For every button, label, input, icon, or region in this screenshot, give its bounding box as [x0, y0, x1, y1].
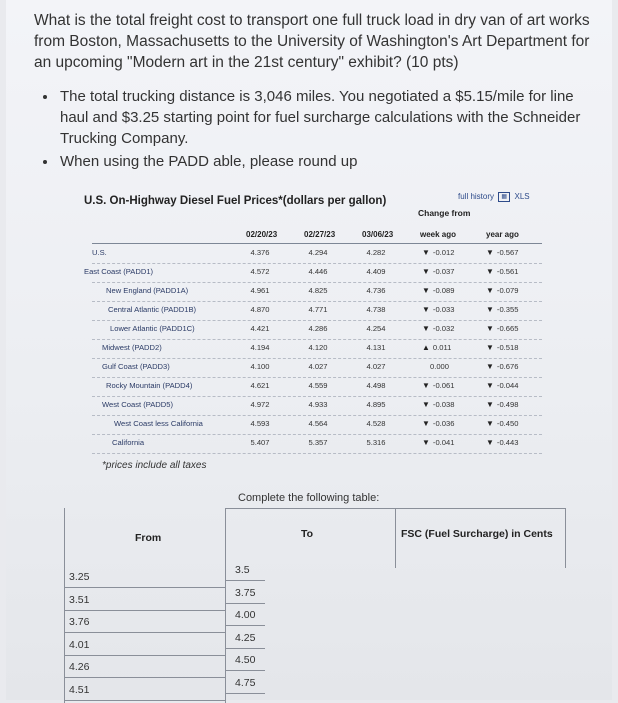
year-change — [486, 400, 518, 409]
region-label: East Coast (PADD1) — [84, 267, 154, 276]
price-0306: 5.316 — [366, 438, 386, 447]
year-change — [486, 286, 518, 295]
price-0306: 4.131 — [366, 343, 386, 352]
arrow-down-icon: ▼ — [486, 305, 494, 314]
row-rule — [92, 396, 542, 397]
year-change-value: -0.044 — [496, 381, 519, 390]
fsc-to-rule — [225, 648, 265, 649]
price-0227: 4.294 — [308, 248, 328, 257]
fsc-from-rule — [65, 587, 225, 588]
row-rule — [92, 358, 542, 359]
fsc-header-fsc: FSC (Fuel Surcharge) in Cents — [401, 528, 553, 540]
fsc-from-cell: 4.01 — [69, 638, 90, 651]
price-0227: 4.933 — [308, 400, 328, 409]
region-label: West Coast less California — [114, 419, 203, 428]
row-rule — [92, 377, 542, 378]
week-change — [422, 438, 454, 447]
year-change-value: -0.355 — [496, 305, 519, 314]
price-0220: 4.621 — [250, 381, 270, 390]
price-0220: 4.421 — [250, 324, 270, 333]
price-0306: 4.738 — [366, 305, 386, 314]
week-change-value: 0.000 — [430, 362, 450, 371]
col-date-2: 02/27/23 — [304, 230, 336, 239]
arrow-down-icon: ▼ — [486, 343, 494, 352]
week-change-value: -0.089 — [432, 286, 455, 295]
full-history-link[interactable] — [458, 192, 530, 202]
arrow-down-icon: ▼ — [486, 381, 494, 390]
diesel-price-table — [46, 190, 566, 480]
col-year-ago: year ago — [486, 230, 519, 239]
bullet-list — [40, 86, 590, 174]
row-rule — [92, 415, 542, 416]
region-label: Lower Atlantic (PADD1C) — [110, 324, 195, 333]
price-0306: 4.895 — [366, 400, 386, 409]
col-week-ago: week ago — [420, 230, 457, 239]
col-date-1: 02/20/23 — [246, 230, 278, 239]
price-0227: 4.771 — [308, 305, 328, 314]
price-0220: 4.593 — [250, 419, 270, 428]
week-change — [422, 286, 454, 295]
full-history-label: full history — [458, 192, 495, 202]
price-0227: 5.357 — [308, 438, 328, 447]
price-0306: 4.736 — [366, 286, 386, 295]
col-date-3: 03/06/23 — [362, 230, 394, 239]
header-rule — [92, 243, 542, 244]
region-label: California — [112, 438, 145, 447]
year-change — [486, 305, 518, 314]
row-rule — [92, 453, 542, 454]
arrow-down-icon: ▼ — [422, 381, 430, 390]
week-change-value: -0.061 — [432, 381, 455, 390]
price-0220: 4.572 — [250, 267, 270, 276]
week-change-value: -0.037 — [432, 267, 455, 276]
arrow-down-icon: ▼ — [486, 248, 494, 257]
price-0306: 4.027 — [366, 362, 386, 371]
arrow-down-icon: ▼ — [486, 362, 494, 371]
fsc-header-to: To — [301, 528, 314, 540]
year-change-value: -0.561 — [496, 267, 519, 276]
year-change — [486, 343, 518, 352]
year-change-value: -0.665 — [496, 324, 519, 333]
week-change — [422, 343, 451, 352]
region-label: U.S. — [92, 248, 107, 257]
year-change — [486, 419, 518, 428]
fsc-to-cell: 3.5 — [235, 564, 250, 576]
price-0306: 4.254 — [366, 324, 386, 333]
fsc-to-cell: 4.25 — [235, 631, 256, 644]
price-0220: 4.972 — [250, 400, 270, 409]
price-0306: 4.528 — [366, 419, 386, 428]
week-change-value: 0.011 — [432, 343, 452, 352]
fsc-col-divider-2 — [395, 508, 396, 568]
week-change — [422, 381, 454, 390]
fsc-from-rule — [65, 677, 225, 678]
fsc-from-cell: 3.25 — [69, 571, 90, 583]
week-change — [422, 419, 454, 428]
fsc-from-cell: 3.51 — [69, 593, 90, 606]
row-rule — [92, 263, 542, 264]
region-label: West Coast (PADD5) — [102, 400, 174, 409]
price-0220: 4.870 — [250, 305, 270, 314]
spreadsheet-icon: ▦ — [498, 192, 510, 202]
row-rule — [92, 301, 542, 302]
change-from-header: Change from — [418, 208, 471, 218]
row-rule — [92, 434, 542, 435]
price-0220: 4.100 — [250, 362, 270, 371]
week-change — [422, 267, 454, 276]
year-change — [486, 248, 518, 257]
region-label: Central Atlantic (PADD1B) — [108, 305, 197, 314]
bullet-padd-note: • When using the PADD able, please round up — [58, 151, 590, 172]
year-change — [486, 362, 518, 371]
fsc-from-rule — [65, 610, 225, 611]
year-change-value: -0.079 — [496, 286, 519, 295]
row-rule — [92, 282, 542, 283]
arrow-down-icon: ▼ — [422, 438, 430, 447]
fsc-from-cell: 3.76 — [69, 616, 90, 628]
fsc-from-rule — [65, 632, 225, 633]
arrow-down-icon: ▼ — [486, 267, 494, 276]
fsc-col-divider-1 — [225, 508, 226, 703]
week-change — [422, 248, 454, 257]
week-change-value: -0.032 — [432, 324, 455, 333]
price-0220: 4.961 — [250, 286, 270, 295]
year-change — [486, 381, 518, 390]
year-change-value: -0.518 — [496, 343, 519, 352]
arrow-down-icon: ▼ — [422, 305, 430, 314]
fsc-to-cell: 4.75 — [235, 676, 256, 689]
fsc-right-edge — [565, 508, 566, 568]
week-change — [422, 305, 454, 314]
price-0227: 4.120 — [308, 343, 328, 352]
arrow-down-icon: ▼ — [486, 419, 494, 428]
week-change-value: -0.033 — [432, 305, 455, 314]
price-0227: 4.446 — [308, 267, 328, 276]
region-label: New England (PADD1A) — [106, 286, 189, 295]
week-change-value: -0.041 — [432, 438, 455, 447]
fsc-to-rule — [225, 603, 265, 604]
arrow-down-icon: ▼ — [422, 400, 430, 409]
fsc-to-cell: 4.00 — [235, 609, 256, 621]
arrow-up-icon: ▲ — [422, 343, 430, 352]
price-0227: 4.825 — [308, 286, 328, 295]
worksheet-page — [6, 0, 612, 700]
arrow-down-icon: ▼ — [422, 248, 430, 257]
price-0227: 4.286 — [308, 324, 328, 333]
region-label: Rocky Mountain (PADD4) — [106, 381, 193, 390]
bullet-distance-rate: • The total trucking distance is 3,046 miles. You negotiated a $5.15/mile for line haul and $3.25 starting point for fuel surcharge calculations with the Schneider Trucking Company. — [58, 86, 590, 149]
price-0306: 4.498 — [366, 381, 386, 390]
fsc-from-cell: 4.51 — [69, 683, 90, 696]
week-change — [430, 362, 449, 371]
fsc-table — [64, 508, 565, 703]
arrow-down-icon: ▼ — [422, 324, 430, 333]
complete-table-instruction: Complete the following table: — [238, 492, 380, 504]
price-0220: 4.194 — [250, 343, 270, 352]
price-0227: 4.027 — [308, 362, 328, 371]
arrow-down-icon: ▼ — [422, 286, 430, 295]
week-change — [422, 400, 454, 409]
xls-label: XLS — [514, 192, 530, 202]
arrow-down-icon: ▼ — [486, 400, 494, 409]
price-0306: 4.409 — [366, 267, 386, 276]
fsc-to-rule — [225, 580, 265, 581]
fsc-to-rule — [225, 625, 265, 626]
price-0227: 4.564 — [308, 419, 328, 428]
year-change-value: -0.676 — [496, 362, 519, 371]
year-change-value: -0.567 — [496, 248, 519, 257]
week-change-value: -0.038 — [432, 400, 455, 409]
year-change-value: -0.498 — [496, 400, 519, 409]
region-label: Midwest (PADD2) — [102, 343, 162, 352]
week-change-value: -0.012 — [432, 248, 455, 257]
fsc-from-cell: 4.26 — [69, 661, 90, 673]
fsc-to-rule — [225, 693, 265, 694]
arrow-down-icon: ▼ — [486, 438, 494, 447]
question-text: What is the total freight cost to transport one full truck load in dry van of art works from Boston, Massachusetts to the University of Washington's Art Department for an upcoming "Modern art in the 21st century" exhibit? (10 pts) — [34, 12, 590, 71]
week-change-value: -0.036 — [432, 419, 455, 428]
arrow-down-icon: ▼ — [486, 324, 494, 333]
price-0220: 4.376 — [250, 248, 270, 257]
year-change — [486, 324, 518, 333]
fsc-from-rule — [65, 655, 225, 656]
price-0220: 5.407 — [250, 438, 270, 447]
arrow-down-icon: ▼ — [422, 419, 430, 428]
year-change-value: -0.450 — [496, 419, 519, 428]
week-change — [422, 324, 454, 333]
year-change-value: -0.443 — [496, 438, 519, 447]
taxes-note: *prices include all taxes — [102, 460, 207, 471]
row-rule — [92, 320, 542, 321]
price-0306: 4.282 — [366, 248, 386, 257]
year-change — [486, 267, 518, 276]
year-change — [486, 438, 518, 447]
fsc-to-rule — [225, 670, 265, 671]
fsc-header-from: From — [135, 532, 162, 544]
fsc-to-cell: 3.75 — [235, 586, 256, 599]
arrow-down-icon: ▼ — [486, 286, 494, 295]
row-rule — [92, 339, 542, 340]
diesel-table-title: U.S. On-Highway Diesel Fuel Prices*(dollars per gallon) — [84, 195, 387, 207]
arrow-down-icon: ▼ — [422, 267, 430, 276]
price-0227: 4.559 — [308, 381, 328, 390]
fsc-to-cell: 4.50 — [235, 654, 256, 666]
region-label: Gulf Coast (PADD3) — [102, 362, 170, 371]
